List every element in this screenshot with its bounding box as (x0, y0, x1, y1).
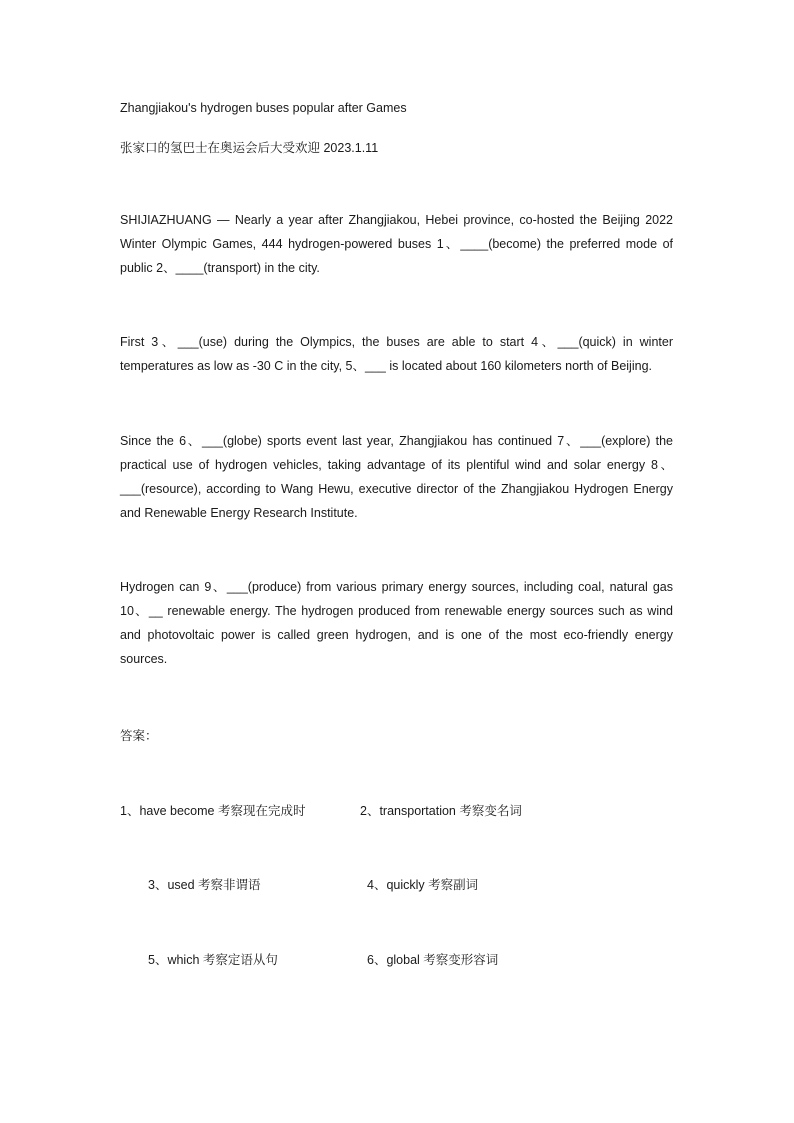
answer-6: 6、global 考察变形容词 (367, 953, 499, 967)
answer-5: 5、which 考察定语从句 (148, 953, 278, 967)
paragraph-1: SHIJIAZHUANG — Nearly a year after Zhangjiakou, Hebei province, co-hosted the Beijing 2022 Winter Olympic Games, 444 hydrogen-powered buses 1、____(become) the preferred mode of public 2、____(transport) in the city. (120, 213, 673, 275)
answer-2: 2、transportation 考察变名词 (360, 804, 522, 818)
paragraph-4: Hydrogen can 9、___(produce) from various primary energy sources, including coal, natural gas 10、__ renewable energy. The hydrogen produced from renewable energy sources such as wind and photovoltaic power is called green hydrogen, and is one of the most eco-friendly energy sources. (120, 580, 673, 666)
paragraph-2: First 3、___(use) during the Olympics, the buses are able to start 4、___(quick) in winter temperatures as low as -30 C in the city, 5、___ is located about 160 kilometers north of Beijing. (120, 335, 673, 373)
answer-4: 4、quickly 考察副词 (367, 878, 479, 892)
article-title-english: Zhangjiakou's hydrogen buses popular after Games (120, 101, 407, 115)
article-title-chinese: 张家口的氢巴士在奥运会后大受欢迎 2023.1.11 (120, 141, 379, 155)
answer-1: 1、have become 考察现在完成时 (120, 804, 306, 818)
paragraph-3: Since the 6、___(globe) sports event last year, Zhangjiakou has continued 7、___(explore) the practical use of hydrogen vehicles, taking advantage of its plentiful wind and solar energy 8、___(resource), according to Wang Hewu, executive director of the Zhangjiakou Hydrogen Energy and Renewable Energy Research Institute. (120, 434, 673, 520)
answer-3: 3、used 考察非谓语 (148, 878, 261, 892)
answers-heading: 答案： (120, 729, 158, 743)
